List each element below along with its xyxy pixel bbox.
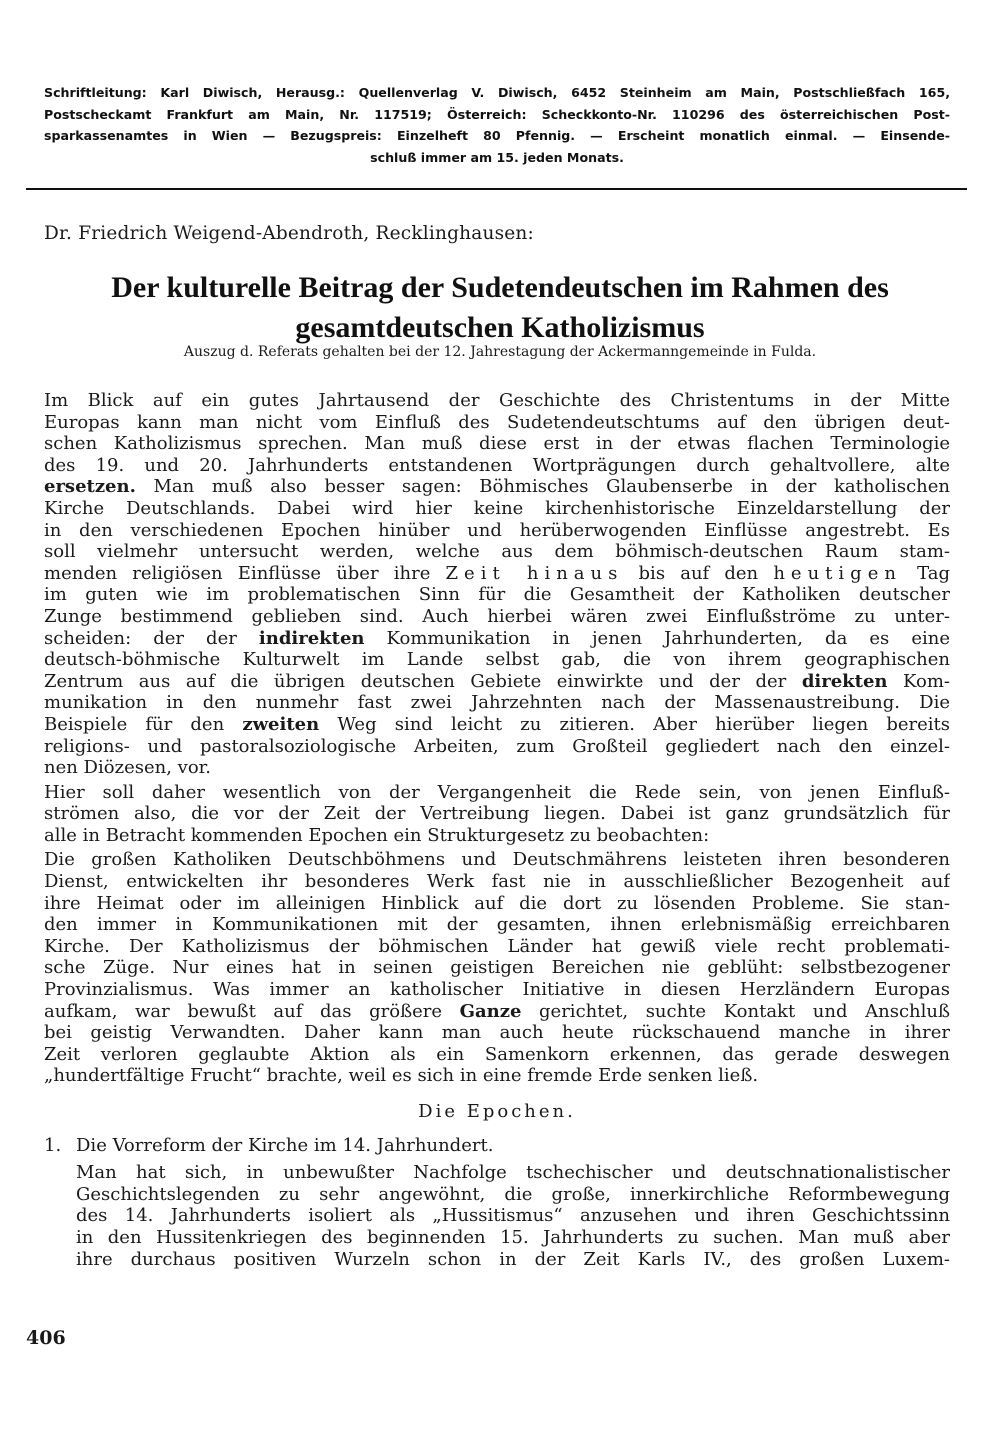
- text-run: Weg sind leicht zu zitieren. Aber hierüber liegen bereits: [319, 713, 950, 735]
- masthead-line: Postscheckamt Frankfurt am Main, Nr. 117519; Österreich: Scheckkonto-Nr. 110296 des österreichischen Post-: [44, 106, 950, 122]
- text-line: sche Züge. Nur eines hat in seinen geistigen Bereichen nie geblüht: selbstbezogener: [44, 957, 950, 979]
- text-line: [44, 671, 950, 693]
- article-subtitle: Auszug d. Referats gehalten bei der 12. Jahrestagung der Ackermanngemeinde in Fulda.: [183, 344, 817, 360]
- list-item-title: Die Vorreform der Kirche im 14. Jahrhundert.: [76, 1134, 494, 1156]
- masthead-divider: [26, 188, 967, 190]
- masthead-line: sparkassenamtes in Wien — Bezugspreis: Einzelheft 80 Pfennig. — Erscheint monatlich einmal. — Einsende-: [44, 128, 950, 143]
- text-line: im guten wie im problematischen Sinn für die Gesamtheit der Katholiken deutscher: [44, 584, 950, 606]
- text-line: munikation in den nunmehr fast zwei Jahrzehnten nach der Massenaustreibung. Die: [44, 692, 950, 714]
- title-line: Der kulturelle Beitrag der Sudetendeutschen im Rahmen des: [111, 271, 889, 304]
- paragraph-catholics: [44, 849, 950, 1087]
- text-line: [44, 1001, 950, 1023]
- emphasis: zweiten: [242, 713, 320, 735]
- article-title: [60, 268, 940, 348]
- text-run: Kommunikation in jenen Jahrhunderten, da es eine: [364, 627, 950, 649]
- text-line: [44, 476, 950, 498]
- masthead-imprint: [44, 82, 950, 168]
- text-line: des 19. und 20. Jahrhunderts entstandenen Wortprägungen durch gehaltvollere, alte: [44, 454, 950, 476]
- article-body: [44, 390, 950, 1273]
- text-line: Kirche Deutschlands. Dabei wird hier keine kirchenhistorische Einzeldarstellung der: [44, 497, 950, 519]
- text-run: Tag: [901, 562, 950, 584]
- text-line: [44, 563, 950, 585]
- text-line: Zunge bestimmend geblieben sind. Auch hierbei wären zwei Einflußströme zu unter-: [44, 605, 950, 627]
- masthead-line: schluß immer am 15. jeden Monats.: [370, 149, 624, 165]
- text-line: Europas kann man nicht vom Einfluß des Sudetendeutschtums auf den übrigen deut-: [44, 411, 950, 433]
- text-line: den immer in Kommunikationen mit der gesamten, ihnen erlebnismäßig erreichbaren: [44, 914, 950, 936]
- spaced-emphasis: heutigen: [773, 562, 902, 584]
- text-run: Kom-: [887, 670, 950, 692]
- text-line: ihre Heimat oder im alleinigen Hinblick auf die dort zu lösenden Probleme. Sie stan-: [44, 892, 950, 914]
- title-line: gesamtdeutschen Katholizismus: [295, 311, 705, 344]
- text-run: Beispiele für den: [44, 713, 243, 735]
- text-line: alle in Betracht kommenden Epochen ein Strukturgesetz zu beobachten:: [44, 824, 710, 846]
- emphasis: ersetzen.: [44, 476, 136, 498]
- text-line: Im Blick auf ein gutes Jahrtausend der Geschichte des Christentums in der Mitte: [44, 390, 950, 411]
- text-line: Hier soll daher wesentlich von der Vergangenheit die Rede sein, von jenen Einfluß-: [44, 781, 950, 803]
- text-line: Zeit verloren geglaubte Aktion als ein Samenkorn erkennen, das gerade deswegen: [44, 1043, 950, 1065]
- text-line: bei geistig Verwandten. Daher kann man auch heute rückschauend manche in ihrer: [44, 1022, 950, 1044]
- page-number: 406: [26, 1327, 66, 1349]
- text-line: Dienst, entwickelten ihr besonderes Werk fast nie in ausschließlicher Bezogenheit auf: [44, 871, 950, 893]
- paragraph-vorreform: [44, 1162, 950, 1270]
- text-line: soll vielmehr untersucht werden, welche aus dem böhmisch-deutschen Raum stam-: [44, 541, 950, 563]
- text-run: menden religiösen Einflüsse über ihre: [44, 562, 446, 584]
- text-line: Die großen Katholiken Deutschböhmens und Deutschmährens leisteten ihren besonderen: [44, 849, 950, 871]
- paragraph-structure-law: [44, 782, 950, 847]
- text-line: ihre durchaus positiven Wurzeln schon in der Zeit Karls IV., des großen Luxem-: [76, 1248, 950, 1270]
- paragraph-intro: [44, 390, 950, 779]
- text-run: scheiden: der der: [44, 627, 259, 649]
- emphasis: direkten: [801, 670, 888, 692]
- text-line: nen Diözesen, vor.: [44, 757, 212, 779]
- section-heading: Die Epochen.: [418, 1101, 576, 1122]
- text-line: religions- und pastoralsoziologische Arbeiten, zum Großteil gegliedert nach den einzel-: [44, 735, 950, 757]
- text-line: Provinzialismus. Was immer an katholischer Initiative in diesen Herzländern Europas: [44, 979, 950, 1001]
- text-line: schen Katholizismus sprechen. Man muß diese erst in der etwas flachen Terminologie: [44, 433, 950, 455]
- text-run: aufkam, war bewußt auf das größere: [44, 1000, 460, 1022]
- text-line: [44, 714, 950, 736]
- text-run: gerichtet, suchte Kontakt und Anschluß: [521, 1000, 950, 1022]
- emphasis: indirekten: [258, 627, 365, 649]
- text-line: Geschichtslegenden zu sehr angewöhnt, die große, innerkirchliche Reformbewegung: [76, 1183, 950, 1205]
- text-line: „hundertfältige Frucht“ brachte, weil es sich in eine fremde Erde senken ließ.: [44, 1065, 759, 1087]
- emphasis: Ganze: [459, 1000, 522, 1022]
- text-run: Man muß also besser sagen: Böhmisches Glaubenserbe in der katholischen: [135, 476, 950, 498]
- text-line: in den verschiedenen Epochen hinüber und herüberwogenden Einflüsse angestrebt. Es: [44, 519, 950, 541]
- text-line: des 14. Jahrhunderts isoliert als „Hussitismus“ anzusehen und ihren Geschichtssinn: [76, 1205, 950, 1227]
- list-item-number: 1.: [44, 1134, 62, 1156]
- text-line: Man hat sich, in unbewußter Nachfolge tschechischer und deutschnationalistischer: [76, 1162, 950, 1184]
- text-run: bis auf den: [623, 562, 774, 584]
- text-line: strömen also, die vor der Zeit der Vertreibung liegen. Dabei ist ganz grundsätzlich für: [44, 803, 950, 825]
- text-run: Zentrum aus auf die übrigen deutschen Gebiete einwirkte und der der: [44, 670, 802, 692]
- list-item-heading: [44, 1135, 950, 1157]
- text-line: deutsch-böhmische Kulturwelt im Lande selbst gab, die von ihrem geographischen: [44, 649, 950, 671]
- masthead-line: Schriftleitung: Karl Diwisch, Herausg.: Quellenverlag V. Diwisch, 6452 Steinheim am Main, Postschließfach 165,: [44, 85, 950, 100]
- article-author: Dr. Friedrich Weigend-Abendroth, Recklinghausen:: [44, 223, 534, 244]
- spaced-emphasis: Zeit hinaus: [445, 562, 624, 584]
- text-line: [44, 628, 950, 650]
- text-line: in den Hussitenkriegen des beginnenden 15. Jahrhunderts zu suchen. Man muß aber: [76, 1226, 950, 1248]
- text-line: Kirche. Der Katholizismus der böhmischen Länder hat gewiß viele recht problemati-: [44, 935, 950, 957]
